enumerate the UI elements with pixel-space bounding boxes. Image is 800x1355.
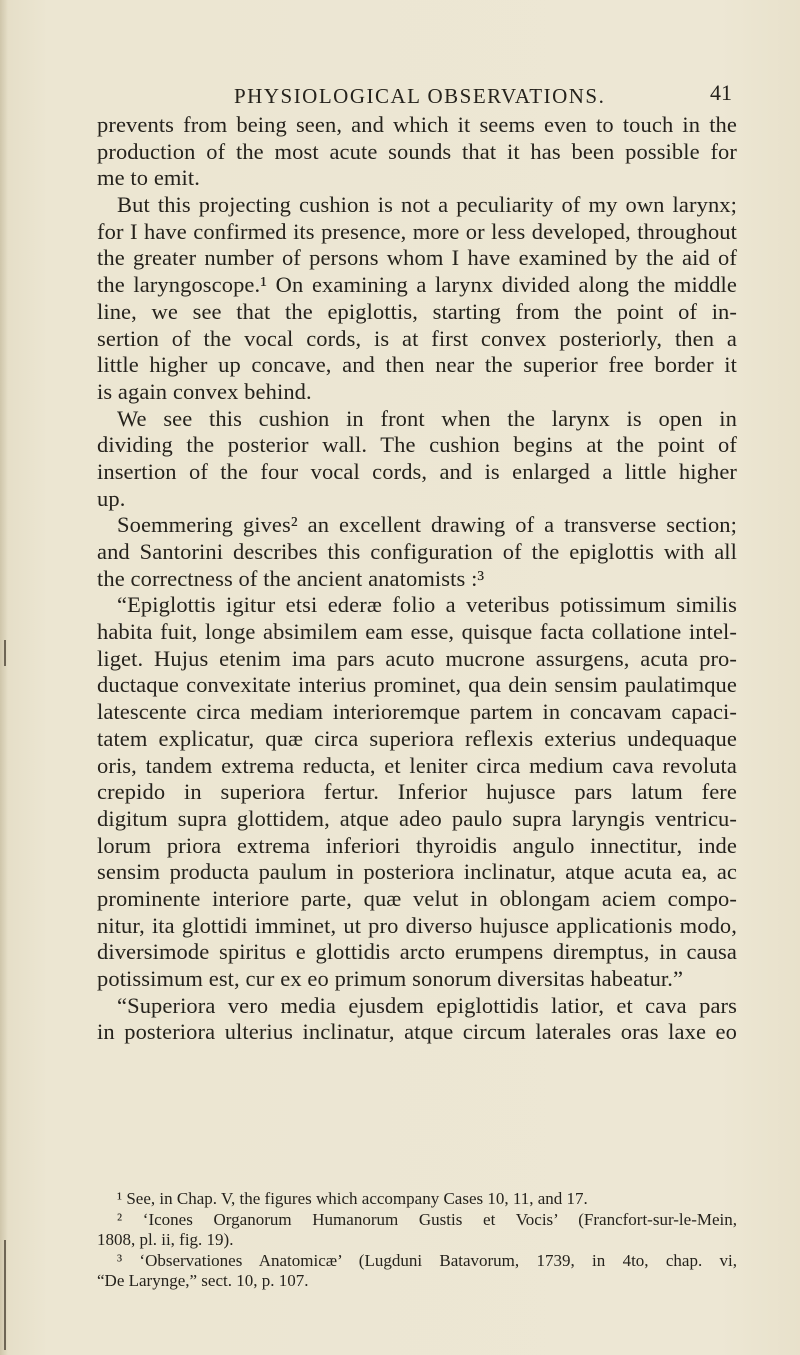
text-line: prevents from being seen, and which it seems even to touch in the — [97, 112, 737, 137]
text-line: the correctness of the ancient anatomists :³ — [97, 565, 485, 591]
text-line: up. — [97, 485, 126, 511]
text-line: insertion of the four vocal cords, and is enlarged a little higher — [97, 458, 737, 484]
text-line: me to emit. — [97, 165, 200, 191]
text-line: liget. Hujus etenim ima pars acuto mucrone assurgens, acuta pro- — [97, 645, 737, 671]
text-line: We see this cushion in front when the larynx is open in — [117, 405, 737, 431]
text-line: “Epiglottis igitur etsi ederæ folio a veteribus potissimum similis — [117, 592, 737, 618]
text-line: in posteriora ulterius inclinatur, atque circum laterales oras laxe eo — [97, 1019, 737, 1045]
text-line: little higher up concave, and then near the superior free border it — [97, 352, 737, 378]
text-line: Soemmering gives² an excellent drawing of a transverse section; — [117, 512, 737, 538]
text-line: tatem explicatur, quæ circa superiora reflexis exterius undequaque — [97, 725, 737, 751]
text-line: diversimode spiritus e glottidis arcto erumpens diremptus, in causa — [97, 939, 737, 965]
text-line: But this projecting cushion is not a peculiarity of my own larynx; — [117, 192, 737, 218]
text-line: prominente interiore parte, quæ velut in oblongam aciem compo- — [97, 885, 737, 911]
footnote-line: ³ ‘Observationes Anatomicæ’ (Lugduni Batavorum, 1739, in 4to, chap. vi, — [117, 1250, 737, 1270]
running-head: PHYSIOLOGICAL OBSERVATIONS. — [234, 84, 606, 108]
text-line: nitur, ita glottidi imminet, ut pro diverso hujusce applicationis modo, — [97, 912, 737, 938]
text-line: “Superiora vero media ejusdem epiglottidis latior, et cava pars — [117, 992, 737, 1018]
text-line: sensim producta paulum in posteriora inclinatur, atque acuta ea, ac — [97, 859, 737, 885]
page-edge-mark — [4, 1240, 6, 1350]
page-number: 41 — [710, 80, 732, 105]
page-gutter-shadow — [0, 0, 8, 1355]
main-text — [97, 112, 737, 1046]
text-line: oris, tandem extrema reducta, et leniter circa medium cava revoluta — [97, 752, 737, 778]
footnote-line: 1808, pl. ii, fig. 19). — [97, 1230, 234, 1250]
text-line: sertion of the vocal cords, is at first convex posteriorly, then a — [97, 325, 737, 351]
text-line: potissimum est, cur ex eo primum sonorum diversitas habeatur.” — [97, 966, 684, 991]
text-line: digitum supra glottidem, atque adeo paulo supra laryngis ventricu- — [97, 805, 737, 831]
page-header — [0, 80, 800, 112]
text-line: production of the most acute sounds that it has been possible for — [97, 138, 737, 164]
footnote-line: ¹ See, in Chap. V, the figures which accompany Cases 10, 11, and 17. — [117, 1189, 588, 1208]
text-line: latescente circa mediam interioremque partem in concavam capaci- — [97, 699, 737, 725]
text-line: lorum priora extrema inferiori thyroidis angulo innectitur, inde — [97, 832, 737, 858]
text-line: crepido in superiora fertur. Inferior hujusce pars latum fere — [97, 779, 737, 805]
text-line: habita fuit, longe absimilem eam esse, quisque facta collatione intel- — [97, 619, 737, 645]
footnotes — [97, 1189, 737, 1292]
text-line: is again convex behind. — [97, 378, 312, 404]
text-line: ductaque convexitate interius prominet, qua dein sensim paulatimque — [97, 672, 737, 698]
footnote-line: ² ‘Icones Organorum Humanorum Gustis et Vocis’ (Francfort-sur-le-Mein, — [117, 1209, 737, 1229]
text-line: dividing the posterior wall. The cushion begins at the point of — [97, 432, 737, 458]
text-line: line, we see that the epiglottis, starting from the point of in- — [97, 298, 737, 324]
footnote-line: “De Larynge,” sect. 10, p. 107. — [97, 1271, 309, 1291]
text-line: the laryngoscope.¹ On examining a larynx divided along the middle — [97, 272, 737, 298]
text-line: the greater number of persons whom I have examined by the aid of — [97, 245, 737, 271]
page-edge-mark — [4, 640, 6, 666]
text-line: for I have confirmed its presence, more or less developed, throughout — [97, 218, 737, 244]
text-line: and Santorini describes this configuration of the epiglottis with all — [97, 539, 737, 564]
